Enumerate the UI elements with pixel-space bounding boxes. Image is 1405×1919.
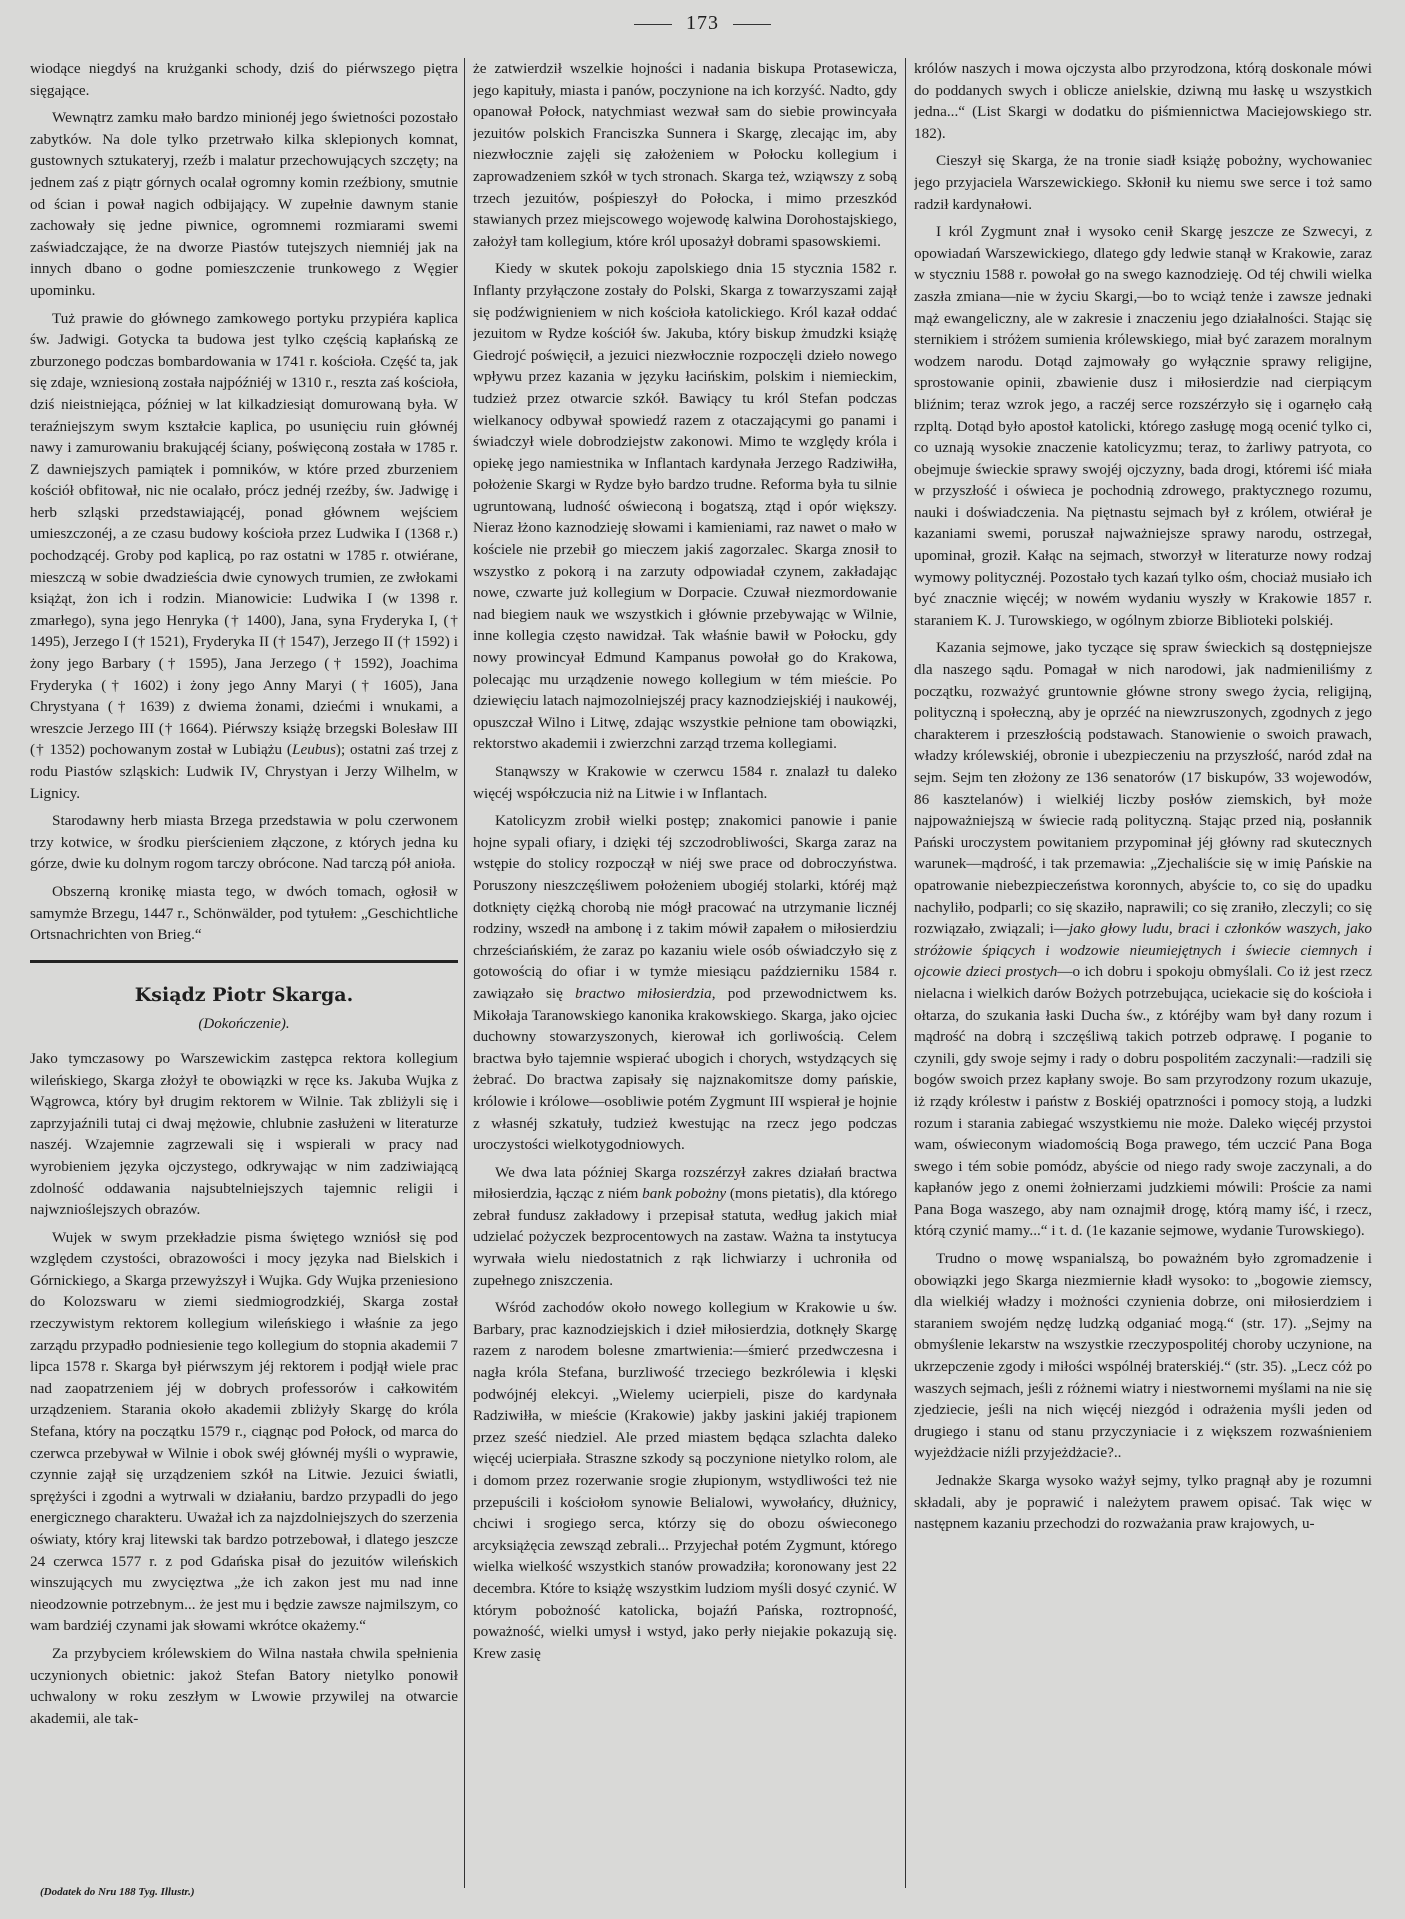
paragraph (473, 58, 897, 252)
paragraph (473, 810, 897, 1156)
column-1 (30, 58, 458, 1868)
paragraph (914, 1470, 1372, 1535)
paragraph (473, 258, 897, 755)
column-rule (464, 58, 465, 1888)
column-rule (905, 58, 906, 1888)
italic-text: Leubus (292, 741, 336, 759)
paragraph (30, 1048, 458, 1221)
paragraph-text: , pod przewodnictwem ks. Mikołaja Taranowskiego kanonika krakowskiego. Skarga, jako ojciec duchowny stowarzyszonych, kierował ich gorliwością. Celem bractwa było tajemnie wspierać ubogich i chorych, wstydzących się żebrać. Do bractwa zapisały się najznakomitsze domy pańskie, królowie i królowe—osobliwie potém Zygmunt III wspierał je hojnie z własnéj szkatuły, tudzież kwestując na rzecz jego podczas uroczystości wielkotygodniowych. (473, 984, 897, 1154)
column-3-text (914, 58, 1372, 1535)
paragraph-text: Cieszył się Skarga, że na tronie siadł książę pobożny, wychowaniec jego przyjaciela Warszewickiego. Skłonił ku niemu swe serce i toż samo radził kardynałowi. (914, 152, 1372, 213)
page-number-text: 173 (686, 12, 719, 34)
paragraph (30, 881, 458, 946)
paragraph (473, 1297, 897, 1664)
column-3 (914, 58, 1372, 1868)
paragraph-text: Obszerną kronikę miasta tego, w dwóch tomach, ogłosił w samymże Brzegu, 1447 r., Schönwälder, pod tytułem: „Geschichtliche Ortsnachrichten von Brieg.“ (30, 882, 458, 944)
paragraph-text: Tuż prawie do głównego zamkowego portyku przypiéra kaplica św. Jadwigi. Gotycka ta budowa jest tylko częścią kapłańską ze zburzonego podczas bombardowania w 1741 r. kościoła. Część ta, jak się zdaje, wzniesioną została najpóźniéj w 1310 r., reszta zaś kościoła, dziś nieistniejąca, później w lat kilkadziesiąt domurowaną była. W teraźniejszym swym kształcie kaplica, po usunięciu ruin głównéj nawy i zamurowaniu brakującéj ściany, poświęconą została w 1785 r. Z dawniejszych pamiątek i pomników, w które przed zburzeniem kościół obfitował, nic nie ocalało, prócz jednéj rzeźby, św. Jadwigę i herb szląski przedstawiającéj, ponad głównem wejściem umieszczonéj, a ze czasu budowy kościoła przez Ludwika I (1368 r.) pochodzącéj. Groby pod kaplicą, po raz ostatni w 1785 r. otwiérane, mieszczą w sobie dwadzieścia dwie cynowych trumien, ze zwłokami książąt, żon ich i rodzin. Mianowicie: Ludwika I (w 1398 r. zmarłego), syna jego Henryka († 1400), Jana, syna Fryderyka I, († 1495), Jerzego I († 1521), Fryderyka II († 1547), Jerzego II († 1592) i żony jego Barbary († 1595), Jana Jerzego († 1592), Joachima Fryderyka († 1602) i żony jego Anny Maryi († 1605), Jana Chrystyana († 1639) z dwiema żonami, dziećmi i wnukami, a wreszcie Jerzego III († 1664). Piérwszy książę brzegski Bolesław III († 1352) pochowanym został w Lubiążu ( (30, 309, 458, 759)
paragraph (30, 810, 458, 875)
paragraph-text: Stanąwszy w Krakowie w czerwcu 1584 r. znalazł tu daleko więcéj współczucia niż na Litwie i w Inflantach. (473, 763, 897, 802)
footer-note: (Dodatek do Nru 188 Tyg. Illustr.) (40, 1886, 195, 1898)
column-1-before (30, 58, 458, 946)
paragraph (30, 58, 458, 101)
paragraph-text: królów naszych i mowa ojczysta albo przyrodzona, którą doskonale mówi do poddanych swych i oblicze anielskie, dziwną mu łaskę u wszystkich jedna...“ (List Skargi w dodatku do piśmiennictwa Maciejowskiego str. 182). (914, 60, 1372, 142)
article-separator (30, 960, 458, 963)
paragraph-text: Za przybyciem królewskiem do Wilna nastała chwila spełnienia uczynionych obietnic: jakoż Stefan Batory nietylko ponowił uchwalony w roku zeszłym w Lwowie przywilej na otwarcie akademii, ale tak- (30, 1644, 458, 1727)
article-title: Ksiądz Piotr Skarga. (134, 983, 354, 1006)
paragraph (914, 637, 1372, 1242)
column-2 (473, 58, 897, 1868)
paragraph (473, 1162, 897, 1292)
paragraph-text: Wśród zachodów około nowego kollegium w Krakowie u św. Barbary, prac kaznodziejskich i dzieł miłosierdzia, dotknęły Skargę razem z narodem bolesne zmartwienia:—śmierć przedwczesna i nagła króla Stefana, burzliwość trzeciego bezkrólewia i klęski podwójnéj elekcyi. „Wielemy ucierpieli, pisze do kardynała Radziwiłła, w mieście (Krakowie) jakby jaskini jakiéj trapionem przez sześć niedziel. Ale przed miastem będąca szlachta daleko więcéj ucierpiała. Straszne szkody są poczynione nietylko rolom, ale i domom przez rozerwanie srogie złupionym, wstydliwości też nie przepuścili i kościołom synowie Belialowi, wywołańcy, dłużnicy, chciwi i srogiego serca, którzy się do obozu oświeconego arcyksiążęcia zewsząd zebrali... Przyjechał potém Zygmunt, którego wielka wielkość wszystkich stanów prowadziła; koronowany jest 22 decembra. Które to książę wszystkim ludziom myśli dosyć czynić. W którym pobożność katolicka, bojaźń Pańska, roztropność, poważność, wielki umysł i wstyd, jako perły niejakie pokazują się. Krew zasię (473, 1299, 897, 1662)
italic-text: bank pobożny (642, 1185, 727, 1203)
paragraph-text: Wewnątrz zamku mało bardzo minionéj jego świetności pozostało zabytków. Na dole tylko przetrwało kilka sklepionych komnat, gustownych sztukateryj, rzeźb i malatur przechowujących szczęty; na jednem zaś z piątr górnych ocalał ogromny komin rzeźbiony, smutnie od ścian i pował nagich odbijający. W zupełnie dawnym stanie zachowały się jedne piwnice, ogromnemi rozmiarami swemi zaświadczające, że na dworze Piastów tutejszych niemniéj jak na innych dbano o godne pomieszczenie trunkowego z Węgier upominku. (30, 109, 458, 299)
dash-left (634, 24, 672, 25)
paragraph (473, 761, 897, 804)
paragraph-text: Katolicyzm zrobił wielki postęp; znakomici panowie i panie hojne sypali ofiary, i dzięki téj szczodrobliwości, Skarga zaraz na wstępie do stolicy rozpoczął w niéj swe prace od dobroczyństwa. Poruszony nieszczęśliwem położeniem ubogiéj stolarki, któréj mąż dotknięty ciężką chorobą nie mógł pracować na utrzymanie licznéj rodziny, wszedł na ambonę i z takim mówił zapałem o miłosierdziu chrześciańskiém, że zaraz po kazaniu wiele osób oświadczyło się z gotowością do ofiar i w tymże miesiącu październiku 1584 r. zawiązało się (473, 812, 897, 1002)
paragraph (30, 107, 458, 301)
paragraph-text: że zatwierdził wszelkie hojności i nadania biskupa Protasewicza, jego kapituły, miasta i panów, poczynione na ich korzyść. Nadto, gdy opanował Połock, natychmiast wezwał sam do siebie prowincyała jezuitów polskich Franciszka Sunnera i Skargę, zlecając im, aby niezwłocznie zajęli się założeniem w Połocku kollegium i zaprowadzeniem szkół w tych stronach. Skarga też, wziąwszy z sobą trzech jezuitów, pośpieszył do Połocka, i mimo przeszkód stawianych przez miejscowego wojewodę kalwina Dorohostajskiego, założył tam kollegium, które król uposażył dobrami spasowskiemi. (473, 60, 897, 250)
paragraph (914, 58, 1372, 144)
paragraph (30, 1227, 458, 1637)
column-1-after (30, 1048, 458, 1729)
paragraph (914, 150, 1372, 215)
column-2-text (473, 58, 897, 1664)
paragraph-text: —o ich dobru i spokoju obmyślali. Co iż jest rzecz nielacna i wielkich darów Bożych potrzebująca, uciekacie się do kościoła i ołtarza, do szukania łaski Ducha św., z któréjby wam był dany rozum i mądrość na dobrą i szczęśliwą takich potrzeb odprawę. I poganie to czynili, gdy swoje sejmy i rady o dobru pospolitém zaczynali:—radzili się bogów swoich przez kapłany swoje. Bo sam przyrodzony rozum ukazuje, iż rządy królestw i państw z Boskiéj opatrzności i pomocy stoją, a ludzki rozum i starania zabiegać wszystkiemu nie może. Daleko więcéj przystoi wam, oświeconym wiadomością Boga prawego, tém uczcić Pana Boga swego i tém sobie pomódz, abyście od niego rady swoje zaczynali, a do kapłanów jego z onemi żołnierzami judzkiemi mówili: Proście za nami Pana Boga waszego, aby nam oznajmił drogę, którą mamy iść, i rzecz, którą czynić mamy...“ i t. d. (1e kazanie sejmowe, wydanie Turowskiego). (914, 963, 1372, 1240)
paragraph (914, 1248, 1372, 1464)
italic-text: jako głowy ludu, braci i członków waszych, jako stróżowie śpiących i wodzowie nieumiejętnych i świecie ciemnych i ojcowie dzieci prostych (914, 920, 1372, 981)
paragraph-text: Kiedy w skutek pokoju zapolskiego dnia 15 stycznia 1582 r. Inflanty przyłączone zostały do Polski, Skarga z towarzyszami zajął się podźwignieniem w nich kościoła katolickiego. Król kazał oddać jezuitom w Rydze kościół św. Jakuba, który biskup żmudzki książę Giedrojć poświęcił, a jezuici niezwłocznie rozpoczęli dzieło nowego wpływu przez kazania w języku łacińskim, polskim i niemieckim, tudzież przez otwarcie szkół. Bawiący tu król Stefan podczas wielkanocy odbywał spowiedź razem z otaczającymi go panami i świadczył wiele dobrodziejstw zakonowi. Mimo te względy króla i opiekę jego namiestnika w Inflantach kardynała Jerzego Radziwiłła, położenie Skargi w Rydze było bardzo trudne. Reforma była tu silnie ugruntowaną, ludność oświeconą i bogatszą, ztąd i opór większy. Nieraz łżono kaznodzieję słowami i kamieniami, raz nawet o mało w kościele nie przebił go mieczem jakiś zagorzalec. Skarga znosił to wszystko z pokorą i na zarzuty odpowiadał czynem, zakładając nowe, czwarte już kollegium w Dorpacie. Czuwał niezmordowanie nad biegiem nauk we wszystkich i głównie przebywając w Wilnie, inne kollegia często nawidzał. Tak właśnie bawił w Połocku, gdy nowy prowincyał Edmund Kampanus powołał go do Krakowa, polecając mu urządzenie nowego kollegium w tém mieście. Po dziewięciu latach najmozolniejszéj pracy kaznodziejskiéj i naukowéj, opuszczał Wilno i Litwę, zdając wszystkie pełnione tam obowiązki, rektorstwo akademii i zwierzchni zarząd trzema kollegiami. (473, 260, 897, 753)
paragraph-text: We dwa lata później Skarga rozszérzył zakres działań bractwa miłosierdzia, łącząc z niém (473, 1163, 897, 1203)
paragraph-text: (mons pietatis), dla którego zebrał fundusz zakładowy i przepisał statuta, według jakich miał udzielać pożyczek bezprocentowych na zastaw. Ważna ta instytucya wyrwała wielu niedostatnich z rąk lichwiarzy i uchroniła od zupełnego zniszczenia. (473, 1185, 897, 1289)
page-number (0, 12, 1405, 35)
paragraph-text: Jednakże Skarga wysoko ważył sejmy, tylko pragnął aby je rozumni składali, aby je poprawić i należytem prawem opisać. Tak więc w następnem kazaniu przechodzi do rozważania praw krajowych, u- (914, 1472, 1372, 1533)
paragraph-text: I król Zygmunt znał i wysoko cenił Skargę jeszcze ze Szwecyi, z opowiadań Warszewickiego, dlatego gdy ledwie stanął w Krakowie, zaraz w styczniu 1588 r. powołał go na swego kaznodzieję. Od téj chwili wielka zaszła zmiana—nie w życiu Skargi,—bo to wciąż tenże i zawsze jednaki mąż ewangeliczny, ale w zakresie i znaczeniu jego działalności. Stając się sternikiem i stróżem sumienia królewskiego, miał być zarazem moralnym wodzem narodu. Dotąd zajmowały go wyłącznie sprawy religijne, sprostowanie opinii, zbawienie dusz i miłosierdzie nad cierpiącym bliźnim; teraz wzrok jego, a raczéj serce rozszérzyło się i ogarnęło całą rzpltą. Dotąd było apostoł katolicki, którego zasługę mogą ocenić tylko ci, co uznają wysokie znaczenie katolicyzmu; teraz, to żarliwy patryota, co obejmuje świeckie sprawy swojéj ojczyzny, bada drogi, któremi iść miała w przyszłość i oświeca je pochodnią zdrowego, praktycznego rozumu, nauki i doświadczenia. Na piętnastu sejmach był z królem, otwiérał je kazaniami swemi, poruszał najważniejsze sprawy narodu, ostrzegał, upominał, groził. Kałąc na sejmach, stworzył w literaturze nowy rodzaj wymowy politycznéj. Pozostało tych kazań tylko ośm, chociaż musiało ich być znacznie więcéj; w nowém wydaniu wyszły w Krakowie 1857 r. staraniem K. J. Turowskiego, w ogólnym zbiorze Biblioteki polskiéj. (914, 223, 1372, 629)
paragraph-text: ); ostatni zaś trzej z rodu Piastów szląskich: Ludwik IV, Chrystyan i Jerzy Wilhelm, w Lignicy. (30, 741, 458, 802)
paragraph (30, 308, 458, 805)
paragraph-text: Wujek w swym przekładzie pisma świętego wzniósł się pod względem czystości, obrazowości i mocy języka nad Bielskich i Górnickiego, a Skarga przewyższył i Wujka. Gdy Wujka przeniesiono do Kolozswaru w ziemi siedmiogrodzkiéj, Skarga został rzeczywistym rektorem kollegium wileńskiego i właśnie za jego zarządu przypadło podniesienie tego kollegium do stopnia akademii 7 lipca 1578 r. Skarga był piérwszym jéj rektorem i podjął wiele prac nad zaopatrzeniem jéj w dobrych professorów i całkowitém urządzeniem. Starania około akademii zbliżyły Skargę do króla Stefana, który na początku 1579 r., ciągnąc pod Połock, od marca do czerwca przebywał w Wilnie i obok swéj głównéj myśli o wyprawie, czynnie zajął się urządzeniem szkół na Litwie. Jezuici światli, sprężyści i zgodni a wytrwali w działaniu, bardzo przypadli do jego energicznego charakteru. Uważał ich za najzdolniejszych do szerzenia oświaty, który kraj litewski tak bardzo potrzebował, i dlatego jeszcze 24 czerwca 1577 r. z pod Gdańska pisał do jezuitów wileńskich winszujących mu zwycięztwa „że ich zakon jest mu nad inne nieodzownie potrzebnym... że jest mu i będzie zawsze najmilszym, co wam bardziéj czynami jak słowami wkrótce okażemy.“ (30, 1228, 458, 1635)
paragraph-text: Starodawny herb miasta Brzega przedstawia w polu czerwonem trzy kotwice, w środku pierścieniem złączone, z których jedna ku górze, dwie ku dolnym rogom tarczy obrócone. Nad tarczą pół anioła. (30, 812, 458, 873)
dash-right (733, 24, 771, 25)
paragraph-text: wiodące niegdyś na krużganki schody, dziś do piérwszego piętra sięgające. (30, 60, 458, 99)
paragraph-text: Kazania sejmowe, jako tyczące się spraw świeckich są dostępniejsze dla naszego sądu. Pomagał w nich narodowi, jak nadmieniliśmy z początku, rozważyć gruntownie główne strony swego życia, religijną, polityczną i społeczną, aby je oprzéć na niewzruszonych, zgodnych z jego charakterem i przeszłością podstawach. Stanowienie o swoich prawach, władzy królewskiéj, obronie i ubezpieczeniu na przyszłość, naród zdał na sejm. Sejm ten złożony ze 136 senatorów (17 biskupów, 33 wojewodów, 86 kasztelanów) i wielkiéj liczby posłów ziemskich, był może najpoważniejszą w świecie radą polityczną. Stając przed nią, posłannik Pański uroczystem powitaniem przypominał jéj główny rad skutecznych warunek—mądrość, i tak przemawia: „Zjechaliście się w imię Pańskie na opatrowanie niebezpieczeństwa koronnych, abyście to, co się do upadku nachyliło, podparli; co się skaziło, naprawili; co się zraniło, zleczyli; co się rozwiązało, związali; i— (914, 639, 1372, 938)
paragraph (30, 1643, 458, 1729)
italic-text: bractwo miłosierdzia (575, 984, 712, 1002)
paragraph-text: Trudno o mowę wspanialszą, bo poważném było zgromadzenie i obowiązki jego Skarga niezmiernie kładł wysoko: to „bogowie ziemscy, dla wielkiéj władzy i możności czynienia dobrze, oni miłosierdziem i staraniem swojém nędzę ludzką odganiać mogą.“ (str. 17). „Sejmy na obmyślenie lekarstw na wszystkie rzeczypospolitéj choroby uczynione, na ukrzepczenie zgody i miłości wspólnéj braterskiéj.“ (str. 35). „Lecz cóż po waszych sejmach, jeśli z różnemi wiatry i niestwornemi myślami na nie się zjedziecie, jeśli na nich więcéj niezgód i odrażenia myśli jeden od drugiego i stanu od stanu przyczyniacie i z większem rozwaśnieniem wyjeżdżacie niźli przyjeżdżacie?.. (914, 1250, 1372, 1462)
article-subtitle: (Dokończenie). (198, 1016, 290, 1033)
paragraph-text: Jako tymczasowy po Warszewickim zastępca rektora kollegium wileńskiego, Skarga złożył te obowiązki w ręce ks. Jakuba Wujka z Wągrowca, który był drugim rektorem w Wilnie. Tak zbliżyli się i zaprzyjaźnili tutaj ci dwaj mężowie, chlubnie zasłużeni w literaturze naszéj. Wzajemnie zagrzewali się i wspierali w pracy nad wyrobieniem języka ojczystego, odkrywając w nim zadziwiającą zdolność oddawania najsubtelniejszych tajemnic religii i najwznioślejszych obrazów. (30, 1049, 458, 1219)
paragraph (914, 221, 1372, 631)
